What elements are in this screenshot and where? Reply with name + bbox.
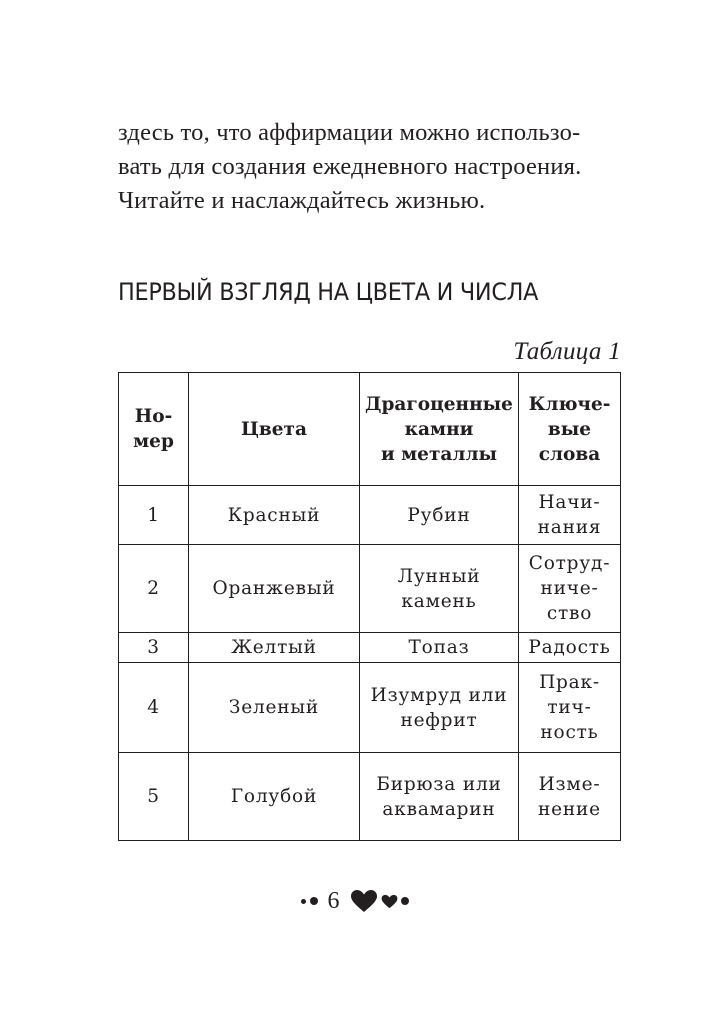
cell-color: Голубой: [189, 753, 360, 841]
table-row: [119, 633, 621, 663]
header-color: Цвета: [189, 373, 360, 486]
page-number: 6: [327, 888, 340, 915]
cell-stones: Изумруд или нефрит: [360, 663, 519, 753]
cell-color: Красный: [189, 486, 360, 545]
cell-number: 5: [119, 753, 189, 841]
cell-keywords: Начи- нания: [519, 486, 621, 545]
section-heading: ПЕРВЫЙ ВЗГЛЯД НА ЦВЕТА И ЧИСЛА: [118, 278, 539, 306]
cell-stones: Бирюза или аквамарин: [360, 753, 519, 841]
table-row: [119, 486, 621, 545]
paragraph-line: Читайте и наслаждайтесь жизнью.: [118, 187, 486, 214]
cell-number: 1: [119, 486, 189, 545]
cell-stones: Рубин: [360, 486, 519, 545]
header-number: Но- мер: [119, 373, 189, 486]
body-paragraph: [118, 116, 622, 218]
paragraph-line: вать для создания ежедневного настроения.: [118, 153, 582, 180]
cell-color: Зеленый: [189, 663, 360, 753]
cell-color: Желтый: [189, 633, 360, 663]
page-footer: [0, 882, 709, 919]
cell-number: 3: [119, 633, 189, 663]
cell-keywords: Сотруд- ниче- ство: [519, 545, 621, 633]
cell-stones: Лунный камень: [360, 545, 519, 633]
colors-numbers-table: [118, 372, 621, 841]
cell-number: 2: [119, 545, 189, 633]
table-row: [119, 663, 621, 753]
cell-keywords: Прак- тич- ность: [519, 663, 621, 753]
header-keywords: Ключе- вые слова: [519, 373, 621, 486]
table-header-row: [119, 373, 621, 486]
cell-stones: Топаз: [360, 633, 519, 663]
header-stones: Драгоценные камни и металлы: [360, 373, 519, 486]
dot-icon: [310, 897, 318, 905]
small-heart-icon: [381, 894, 398, 909]
paragraph-line: здесь то, что аффирмации можно использо-: [118, 119, 581, 146]
heart-icon: [350, 889, 378, 913]
dot-icon: [401, 897, 409, 905]
table-row: [119, 545, 621, 633]
table-caption: Таблица 1: [513, 338, 621, 365]
cell-number: 4: [119, 663, 189, 753]
cell-color: Оранжевый: [189, 545, 360, 633]
cell-keywords: Изме- нение: [519, 753, 621, 841]
cell-keywords: Радость: [519, 633, 621, 663]
small-dot-icon: [301, 899, 306, 904]
table-row: [119, 753, 621, 841]
